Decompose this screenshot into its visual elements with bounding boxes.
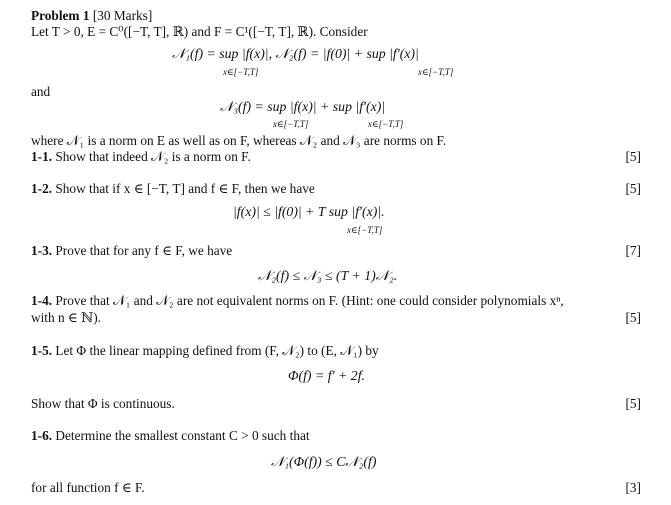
part-text: Prove that 𝒩₁ and 𝒩₂ are not equivalent norms on F. (Hint: one could consider polynomials xⁿ, <box>55 293 564 308</box>
part-eq-subscript: x∈[−T,T] <box>347 225 383 235</box>
problem-title: Problem 1 <box>31 8 90 23</box>
part-equation: Φ(f) = f′ + 2f. <box>288 368 365 383</box>
part-text: Show that if x ∈ [−T, T] and f ∈ F, then we have <box>55 181 315 196</box>
equation-n3: 𝒩₃(f) = sup |f(x)| + sup |f′(x)| <box>220 99 386 114</box>
part-1-6 <box>31 428 310 444</box>
part-text: Determine the smallest constant C > 0 such that <box>55 428 310 443</box>
part-text: Prove that for any f ∈ F, we have <box>55 243 233 258</box>
part-number: 1-2. <box>31 181 53 196</box>
part-1-4 <box>31 293 564 309</box>
part-number: 1-3. <box>31 243 53 258</box>
part-text-continued: Show that Φ is continuous. <box>31 396 175 411</box>
part-1-3 <box>31 243 232 259</box>
problem-header <box>31 8 152 24</box>
part-number: 1-1. <box>31 149 53 164</box>
part-number: 1-5. <box>31 343 53 358</box>
part-equation: |f(x)| ≤ |f(0)| + T sup |f′(x)|. <box>233 204 385 219</box>
part-number: 1-6. <box>31 428 53 443</box>
part-marks: [5] <box>625 396 641 411</box>
part-marks: [5] <box>625 149 641 164</box>
part-marks: [7] <box>625 243 641 258</box>
part-marks: [3] <box>625 480 641 495</box>
part-text: Let Φ the linear mapping defined from (F, 𝒩₂) to (E, 𝒩₁) by <box>55 343 379 358</box>
problem-marks: [30 Marks] <box>92 8 153 23</box>
intro-text: Let T > 0, E = C⁰([−T, T], ℝ) and F = C¹([−T, T], ℝ). Consider <box>31 24 368 39</box>
part-equation: 𝒩₂(f) ≤ 𝒩₃ ≤ (T + 1)𝒩₂. <box>258 268 398 283</box>
equation-n1-n2: 𝒩₁(f) = sup |f(x)|, 𝒩₂(f) = |f(0)| + sup |f′(x)| <box>172 46 419 61</box>
part-1-2 <box>31 181 315 197</box>
part-equation: 𝒩₁(Φ(f)) ≤ C𝒩₂(f) <box>271 454 377 469</box>
part-number: 1-4. <box>31 293 53 308</box>
and-text: and <box>31 84 51 99</box>
part-1-5 <box>31 343 379 359</box>
eq1-subscript-a: x∈[−T,T] <box>223 67 259 77</box>
part-marks: [5] <box>625 181 641 196</box>
where-text: where 𝒩₁ is a norm on E as well as on F, whereas 𝒩₂ and 𝒩₃ are norms on F. <box>31 133 447 148</box>
part-text: Show that indeed 𝒩₂ is a norm on F. <box>55 149 251 164</box>
eq2-subscript-b: x∈[−T,T] <box>368 119 404 129</box>
part-marks: [5] <box>625 310 641 325</box>
eq1-subscript-b: x∈[−T,T] <box>418 67 454 77</box>
part-text-continued: with n ∈ ℕ). <box>31 310 102 325</box>
eq2-subscript-a: x∈[−T,T] <box>273 119 309 129</box>
part-text-continued: for all function f ∈ F. <box>31 480 145 495</box>
part-1-1 <box>31 149 251 165</box>
